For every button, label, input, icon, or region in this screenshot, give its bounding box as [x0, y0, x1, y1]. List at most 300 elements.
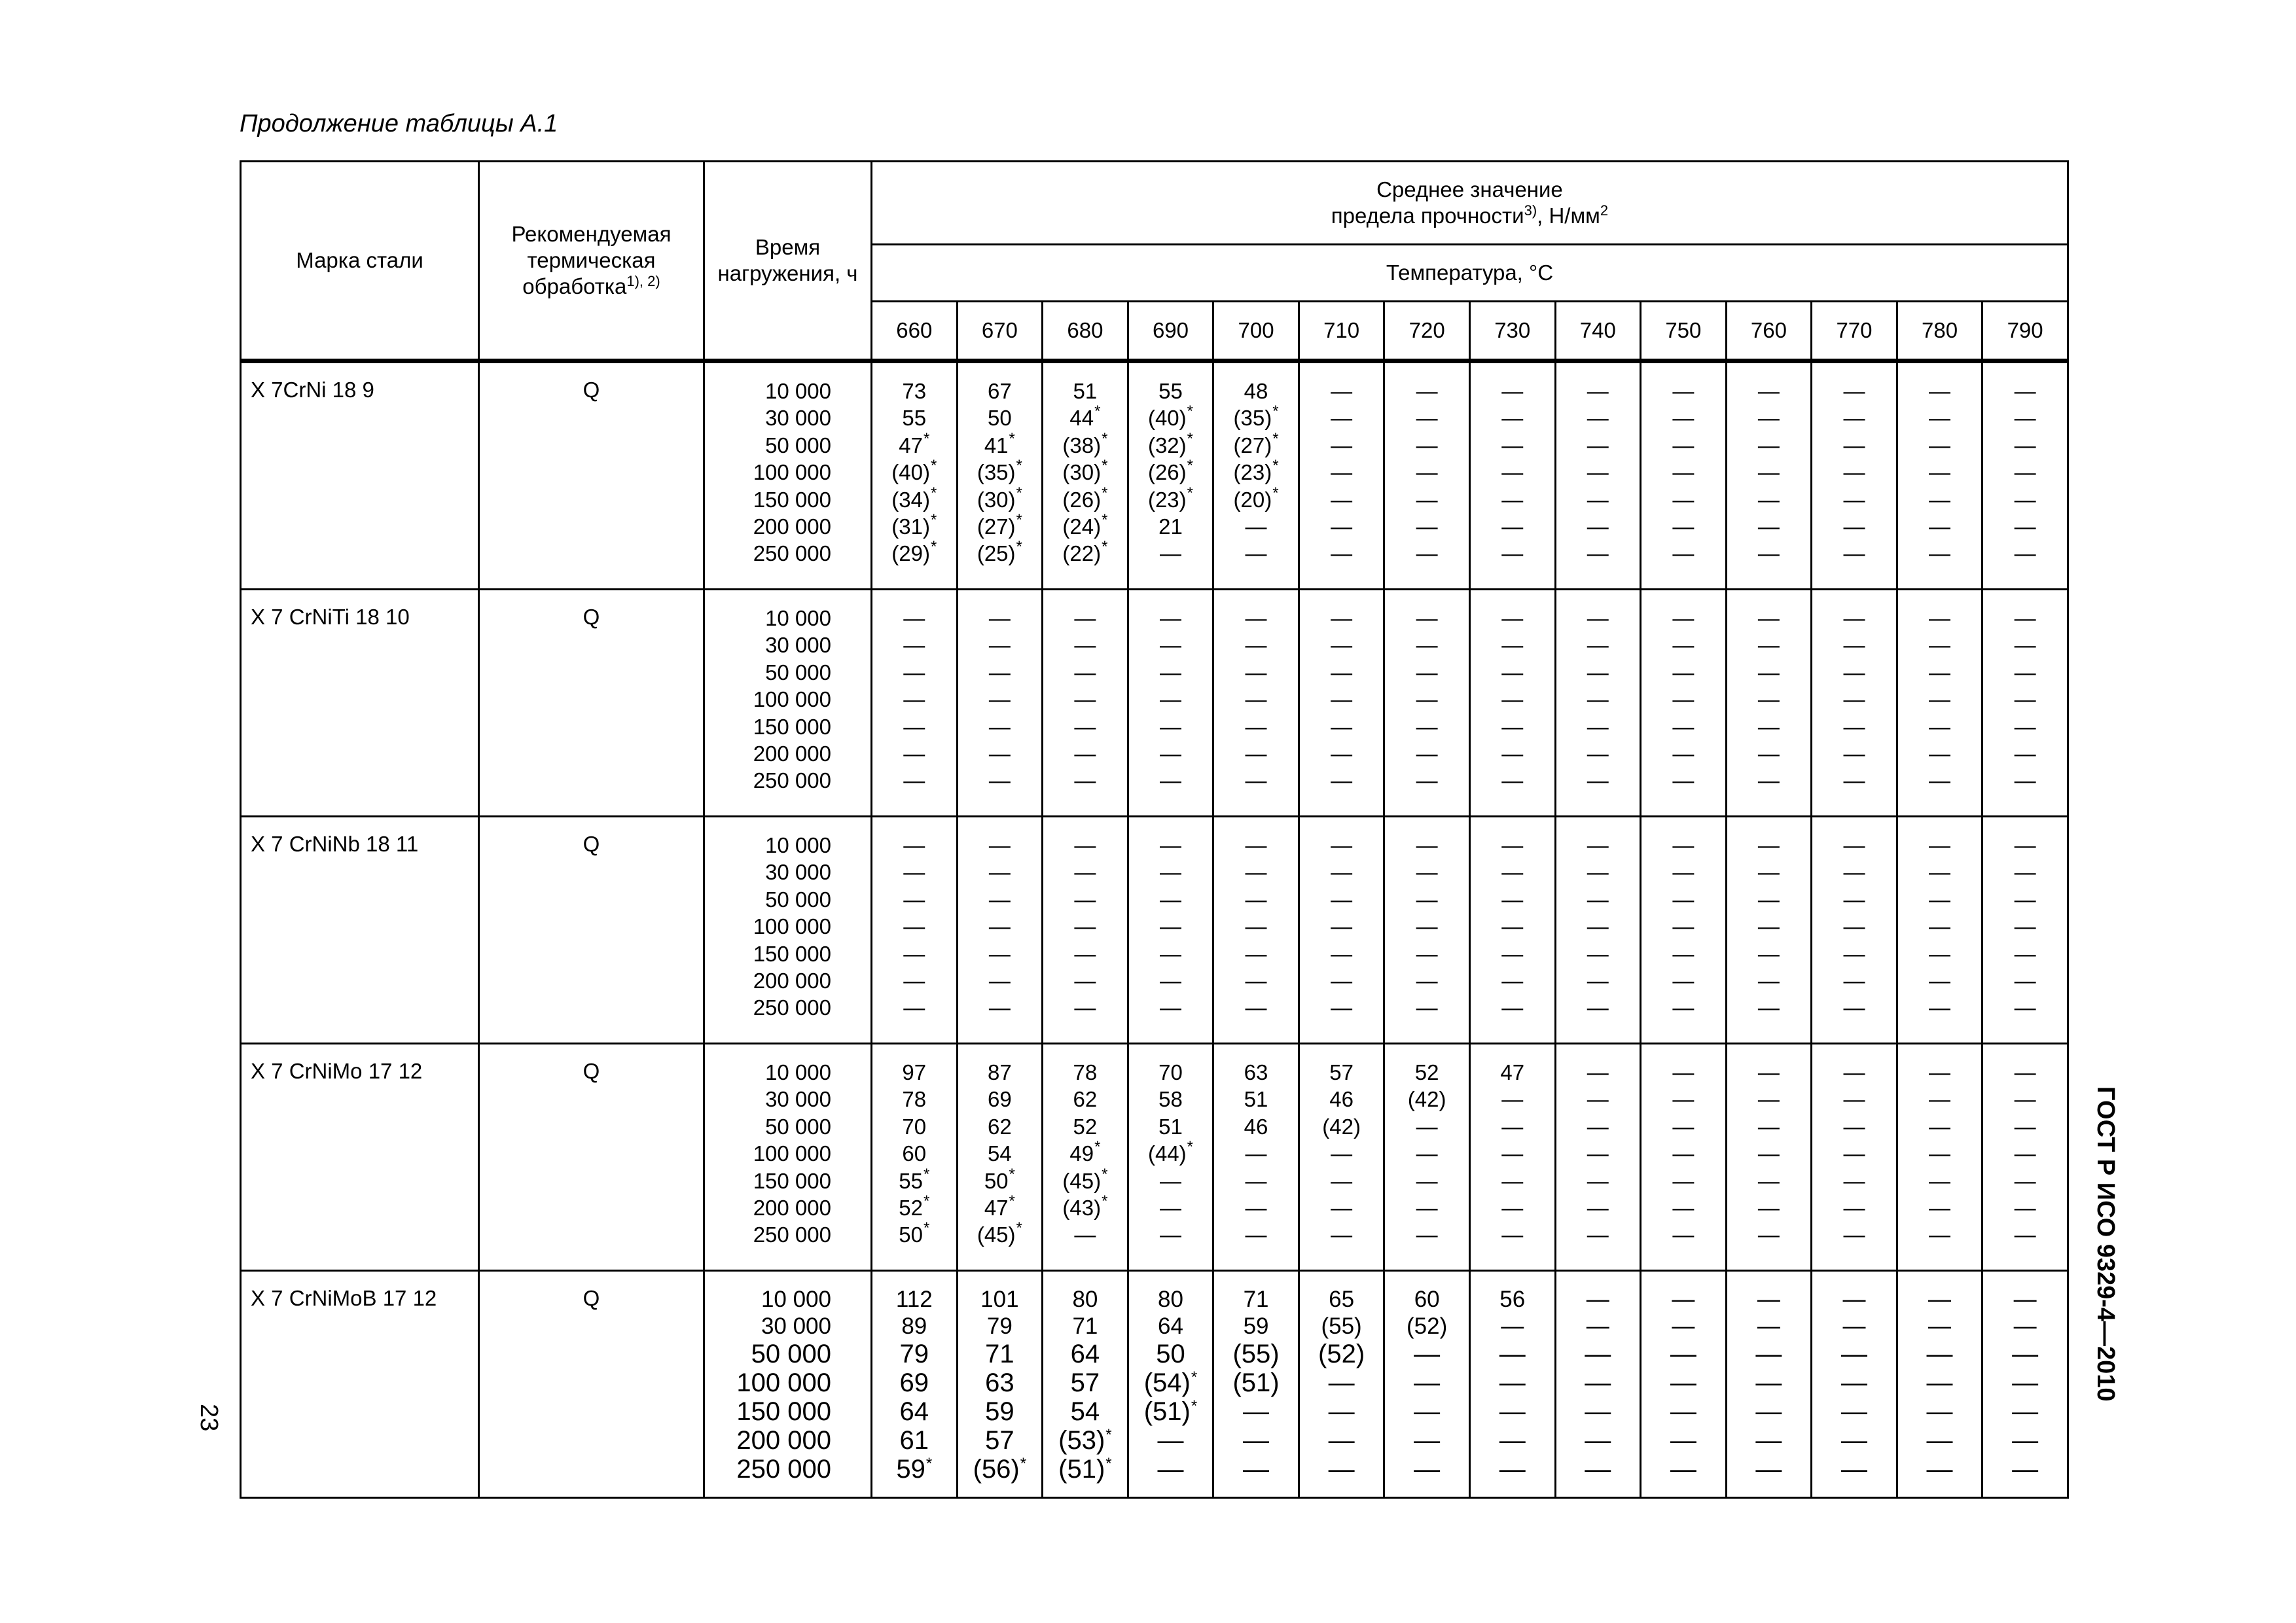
temperature-cell: 710	[1299, 302, 1384, 361]
time-value: 200 000	[753, 968, 831, 993]
time-value: 30 000	[765, 633, 831, 658]
strength-value: 55	[902, 406, 927, 431]
strength-value: —	[1074, 887, 1096, 912]
strength-value: —	[1074, 968, 1096, 993]
time-value: 150 000	[753, 487, 831, 512]
strength-value: —	[1843, 714, 1865, 739]
strength-value: —	[1585, 1368, 1611, 1397]
strength-value: 50*	[899, 1219, 930, 1247]
strength-values-720	[1384, 361, 1470, 590]
strength-value: —	[1843, 941, 1865, 966]
strength-value: 55	[1158, 379, 1183, 403]
strength-value: —	[1757, 887, 1780, 912]
strength-value: —	[1501, 687, 1524, 712]
strength-value: —	[1757, 1087, 1780, 1112]
strength-value: (56)*	[973, 1455, 1027, 1484]
strength-value: —	[988, 714, 1011, 739]
strength-value: 71	[1072, 1313, 1098, 1339]
strength-header: Среднее значение предела прочности$^{3)}$, $Н/мм^2$	[872, 162, 2068, 245]
strength-values-790	[1982, 590, 2068, 817]
time-value: 100 000	[753, 687, 831, 712]
strength-value: —	[1074, 995, 1096, 1020]
time-value: 10 000	[765, 606, 831, 630]
strength-value: —	[2014, 833, 2036, 857]
table-row	[241, 361, 2068, 590]
strength-value: —	[1587, 460, 1609, 485]
strength-value: —	[1416, 968, 1438, 993]
time-value: 50 000	[765, 433, 831, 457]
strength-value: —	[1672, 541, 1695, 566]
strength-value: —	[1501, 968, 1524, 993]
strength-value: —	[1331, 606, 1353, 630]
strength-value: —	[1501, 1195, 1524, 1220]
time-value: 10 000	[761, 1287, 831, 1312]
time-value: 10 000	[765, 379, 831, 403]
strength-value: —	[1757, 379, 1780, 403]
steel-grade: X 7 CrNiMo 17 12	[241, 1044, 479, 1271]
strength-value: (35)*	[977, 457, 1022, 485]
strength-value: 80	[1158, 1287, 1183, 1312]
strength-value: —	[1757, 460, 1780, 485]
temperature-cell: 720	[1384, 302, 1470, 361]
time-value: 30 000	[761, 1313, 831, 1339]
strength-value: 61	[899, 1426, 929, 1455]
strength-value: 62	[987, 1114, 1012, 1139]
strength-value: —	[2014, 1195, 2036, 1220]
strength-value: —	[2014, 914, 2036, 939]
table-row	[241, 590, 2068, 817]
time-value: 200 000	[753, 514, 831, 539]
strength-value: —	[1672, 1168, 1695, 1193]
time-header: Время нагружения, ч	[704, 162, 872, 361]
strength-value: 47	[1500, 1060, 1525, 1084]
steel-grade: X 7CrNi 18 9	[241, 361, 479, 590]
strength-value: —	[1757, 833, 1780, 857]
strength-value: —	[1587, 687, 1609, 712]
time-value: 250 000	[753, 541, 831, 566]
strength-value: —	[1501, 487, 1524, 512]
strength-value: —	[1587, 1114, 1609, 1139]
strength-value: —	[1757, 995, 1780, 1020]
strength-value: —	[2014, 860, 2036, 885]
temperature-cell: 790	[1982, 302, 2068, 361]
strength-values-740	[1555, 590, 1641, 817]
strength-value: —	[1501, 406, 1524, 431]
strength-value: —	[1245, 633, 1267, 658]
strength-value: —	[1672, 995, 1695, 1020]
strength-values-740	[1555, 1271, 1641, 1498]
strength-value: —	[1929, 1060, 1951, 1084]
strength-value: —	[1672, 1313, 1695, 1339]
strength-value: —	[1587, 995, 1609, 1020]
strength-values-770	[1812, 1271, 1897, 1498]
strength-value: (40)*	[891, 457, 937, 485]
strength-value: —	[1074, 914, 1096, 939]
temperature-cell: 680	[1043, 302, 1128, 361]
time-value: 150 000	[736, 1397, 831, 1426]
strength-value: —	[1159, 1195, 1181, 1220]
strength-value: —	[1328, 1368, 1355, 1397]
strength-value: —	[1586, 1287, 1609, 1312]
strength-value: —	[1843, 1087, 1865, 1112]
strength-value: —	[903, 941, 925, 966]
strength-value: —	[1929, 406, 1951, 431]
strength-value: —	[1929, 741, 1951, 766]
strength-value: —	[1929, 768, 1951, 793]
strength-value: (29)*	[891, 538, 937, 566]
strength-value: —	[1416, 460, 1438, 485]
strength-value: —	[2012, 1455, 2039, 1484]
strength-value: —	[1587, 1087, 1609, 1112]
strength-value: —	[1245, 833, 1267, 857]
strength-value: —	[2014, 687, 2036, 712]
strength-values-740	[1555, 361, 1641, 590]
strength-value: —	[1672, 833, 1695, 857]
strength-value: —	[1929, 887, 1951, 912]
strength-value: —	[1159, 833, 1181, 857]
strength-value: —	[1416, 1195, 1438, 1220]
strength-value: —	[2014, 1168, 2036, 1193]
strength-value: —	[1587, 1141, 1609, 1166]
strength-value: —	[1757, 433, 1780, 457]
strength-value: —	[1757, 1168, 1780, 1193]
strength-value: (20)*	[1233, 484, 1279, 512]
strength-value: —	[988, 887, 1011, 912]
steel-grade: X 7 CrNiNb 18 11	[241, 817, 479, 1044]
time-value: 30 000	[765, 1087, 831, 1112]
strength-value: —	[1672, 741, 1695, 766]
strength-value: —	[1414, 1368, 1441, 1397]
heat-treatment: Q	[479, 590, 704, 817]
strength-value: —	[1159, 941, 1181, 966]
strength-value: —	[1501, 1313, 1524, 1339]
strength-value: —	[1929, 487, 1951, 512]
strength-values-670	[957, 1044, 1043, 1271]
strength-value: —	[1074, 833, 1096, 857]
strength-value: —	[1757, 914, 1780, 939]
strength-value: 54	[1070, 1397, 1100, 1426]
strength-value: —	[1757, 606, 1780, 630]
strength-value: (53)*	[1058, 1426, 1112, 1455]
strength-value: 60	[1414, 1287, 1440, 1312]
strength-value: 71	[1243, 1287, 1269, 1312]
strength-value: —	[1672, 968, 1695, 993]
strength-value: —	[1842, 1287, 1866, 1312]
strength-value: —	[1672, 1087, 1695, 1112]
strength-value: 46	[1329, 1087, 1354, 1112]
time-value: 150 000	[753, 1168, 831, 1193]
strength-value: —	[1501, 1141, 1524, 1166]
time-value: 50 000	[751, 1340, 831, 1368]
strength-value: 79	[986, 1313, 1013, 1339]
strength-value: —	[1672, 433, 1695, 457]
time-value: 200 000	[753, 741, 831, 766]
strength-values-720	[1384, 817, 1470, 1044]
strength-value: —	[1501, 606, 1524, 630]
strength-value: 80	[1072, 1287, 1098, 1312]
strength-value: —	[903, 714, 925, 739]
temperature-header: Температура, °С	[872, 245, 2068, 302]
strength-value: —	[1499, 1455, 1526, 1484]
strength-value: —	[1670, 1397, 1696, 1426]
table-row	[241, 1271, 2068, 1498]
temperature-cell: 750	[1641, 302, 1727, 361]
strength-value: —	[1843, 1168, 1865, 1193]
strength-value: —	[2014, 460, 2036, 485]
strength-value: 69	[987, 1087, 1012, 1112]
strength-value: 78	[902, 1087, 927, 1112]
strength-value: 57	[1329, 1060, 1354, 1084]
strength-value: 78	[1073, 1060, 1098, 1084]
strength-value: —	[903, 687, 925, 712]
strength-value: 57	[985, 1426, 1014, 1455]
strength-values-670	[957, 1271, 1043, 1498]
strength-values-700	[1213, 1271, 1299, 1498]
strength-values-750	[1641, 1044, 1727, 1271]
strength-value: —	[1757, 1141, 1780, 1166]
strength-value: —	[1331, 433, 1353, 457]
strength-value: —	[1501, 1114, 1524, 1139]
strength-value: —	[1501, 514, 1524, 539]
strength-value: —	[1585, 1426, 1611, 1455]
strength-value: —	[1672, 860, 1695, 885]
strength-value: (26)*	[1062, 484, 1108, 512]
strength-value: —	[2014, 433, 2036, 457]
strength-value: —	[1331, 487, 1353, 512]
strength-value: —	[1074, 714, 1096, 739]
strength-value: —	[1843, 968, 1865, 993]
strength-value: —	[1587, 433, 1609, 457]
strength-value: (34)*	[891, 484, 937, 512]
strength-value: —	[1074, 860, 1096, 885]
strength-value: —	[2014, 633, 2036, 658]
strength-value: —	[2014, 660, 2036, 685]
strength-value: —	[1416, 606, 1438, 630]
strength-value: —	[1585, 1340, 1611, 1368]
strength-value: 50	[1156, 1340, 1185, 1368]
strength-value: —	[2014, 1222, 2036, 1247]
time-value: 200 000	[736, 1426, 831, 1455]
strength-value: —	[1159, 606, 1181, 630]
strength-value: —	[1587, 406, 1609, 431]
strength-values-760	[1726, 1271, 1812, 1498]
strength-value: —	[1672, 1287, 1695, 1312]
strength-value: —	[1328, 1426, 1355, 1455]
strength-value: —	[1501, 860, 1524, 885]
strength-value: —	[1416, 1141, 1438, 1166]
strength-value: —	[2014, 968, 2036, 993]
strength-value: —	[1501, 1168, 1524, 1193]
strength-value: —	[903, 968, 925, 993]
strength-value: —	[1587, 541, 1609, 566]
strength-value: 47*	[899, 429, 930, 457]
strength-value: —	[1074, 660, 1096, 685]
strength-values-770	[1812, 590, 1897, 817]
strength-values-680	[1043, 1044, 1128, 1271]
strength-value: —	[1416, 914, 1438, 939]
strength-value: —	[903, 660, 925, 685]
temperature-cell: 730	[1469, 302, 1555, 361]
strength-value: —	[1416, 633, 1438, 658]
strength-value: —	[1929, 1168, 1951, 1193]
strength-value: —	[1755, 1455, 1782, 1484]
strength-value: 87	[987, 1060, 1012, 1084]
standard-designation: ГОСТ Р ИСО 9329-4—2010	[2092, 1086, 2119, 1402]
strength-value: —	[1331, 1195, 1353, 1220]
strength-value: —	[1929, 1087, 1951, 1112]
strength-value: —	[1416, 487, 1438, 512]
time-value: 100 000	[753, 460, 831, 485]
strength-value: (30)*	[977, 484, 1022, 512]
strength-value: —	[1416, 768, 1438, 793]
strength-value: —	[2014, 768, 2036, 793]
strength-value: —	[1501, 633, 1524, 658]
strength-value: 51	[1244, 1087, 1268, 1112]
strength-value: —	[1672, 714, 1695, 739]
strength-value: —	[1843, 433, 1865, 457]
strength-value: —	[1414, 1397, 1441, 1426]
strength-value: —	[1159, 995, 1181, 1020]
strength-value: —	[1587, 714, 1609, 739]
strength-value: —	[1672, 1222, 1695, 1247]
strength-value: —	[1243, 1455, 1270, 1484]
heat-treatment: Q	[479, 1044, 704, 1271]
strength-values-710	[1299, 1271, 1384, 1498]
strength-value: —	[1843, 514, 1865, 539]
strength-value: —	[1929, 1222, 1951, 1247]
temperature-cell: 690	[1128, 302, 1213, 361]
strength-value: —	[2014, 514, 2036, 539]
strength-value: —	[2014, 541, 2036, 566]
time-value: 200 000	[753, 1195, 831, 1220]
strength-value: (51)*	[1058, 1455, 1112, 1484]
strength-value: (38)*	[1062, 429, 1108, 457]
strength-value: —	[1929, 1195, 1951, 1220]
strength-value: (43)*	[1062, 1192, 1108, 1220]
strength-value: —	[988, 687, 1011, 712]
strength-value: —	[1331, 833, 1353, 857]
strength-value: —	[903, 606, 925, 630]
strength-value: —	[1331, 1141, 1353, 1166]
strength-value: —	[988, 860, 1011, 885]
strength-value: —	[1157, 1455, 1184, 1484]
strength-value: —	[1672, 1195, 1695, 1220]
strength-value: —	[1672, 941, 1695, 966]
strength-value: —	[1672, 379, 1695, 403]
strength-value: —	[1499, 1426, 1526, 1455]
strength-values-760	[1726, 817, 1812, 1044]
strength-value: —	[1587, 1195, 1609, 1220]
strength-value: —	[1331, 941, 1353, 966]
strength-value: —	[1245, 860, 1267, 885]
strength-value: —	[2014, 887, 2036, 912]
strength-value: —	[1929, 660, 1951, 685]
strength-value: —	[903, 741, 925, 766]
strength-value: 79	[899, 1340, 929, 1368]
strength-value: —	[1416, 941, 1438, 966]
temperature-cell: 670	[957, 302, 1043, 361]
strength-value: —	[1245, 1168, 1267, 1193]
strength-value: —	[1929, 995, 1951, 1020]
strength-value: —	[1757, 633, 1780, 658]
time-value: 100 000	[736, 1368, 831, 1397]
strength-value: —	[1587, 660, 1609, 685]
strength-values-750	[1641, 817, 1727, 1044]
strength-value: —	[1755, 1426, 1782, 1455]
strength-value: —	[1587, 941, 1609, 966]
strength-value: —	[1926, 1455, 1953, 1484]
strength-value: —	[1331, 860, 1353, 885]
strength-values-760	[1726, 1044, 1812, 1271]
temperature-cell: 770	[1812, 302, 1897, 361]
strength-value: —	[1245, 768, 1267, 793]
strength-value: —	[1929, 514, 1951, 539]
strength-value: —	[1929, 941, 1951, 966]
strength-value: —	[1929, 606, 1951, 630]
strength-value: —	[1331, 914, 1353, 939]
strength-value: —	[1159, 1168, 1181, 1193]
strength-value: —	[1843, 914, 1865, 939]
strength-value: —	[1414, 1340, 1441, 1368]
strength-values-790	[1982, 361, 2068, 590]
strength-value: —	[1928, 1313, 1952, 1339]
strength-value: 67	[987, 379, 1012, 403]
strength-value: —	[1587, 379, 1609, 403]
strength-value: —	[1843, 1195, 1865, 1220]
strength-value: —	[1416, 995, 1438, 1020]
strength-value: —	[2014, 1141, 2036, 1166]
strength-value: —	[1672, 1060, 1695, 1084]
strength-value: (45)*	[977, 1219, 1022, 1247]
strength-value: —	[1499, 1397, 1526, 1426]
strength-value: —	[1245, 914, 1267, 939]
strength-value: —	[988, 606, 1011, 630]
strength-value: —	[1843, 487, 1865, 512]
strength-value: —	[1840, 1397, 1867, 1426]
strength-value: 41*	[984, 429, 1015, 457]
strength-value: —	[903, 995, 925, 1020]
strength-value: —	[1416, 379, 1438, 403]
strength-value: —	[1757, 741, 1780, 766]
strength-value: (44)*	[1147, 1138, 1193, 1166]
strength-value: 59*	[896, 1455, 933, 1484]
time-value: 30 000	[765, 860, 831, 885]
strength-values-730	[1469, 1271, 1555, 1498]
strength-value: (32)*	[1147, 429, 1193, 457]
strength-value: (52)	[1318, 1340, 1365, 1368]
strength-values-740	[1555, 1044, 1641, 1271]
strength-value: —	[1414, 1426, 1441, 1455]
strength-value: —	[903, 633, 925, 658]
strength-value: —	[1416, 406, 1438, 431]
strength-value: —	[1331, 714, 1353, 739]
strength-value: —	[1157, 1426, 1184, 1455]
strength-value: 50	[987, 406, 1012, 431]
strength-value: —	[1843, 995, 1865, 1020]
strength-value: 64	[1158, 1313, 1183, 1339]
strength-value: —	[988, 941, 1011, 966]
strength-value: —	[1587, 487, 1609, 512]
strength-values-680	[1043, 361, 1128, 590]
strength-value: —	[1672, 460, 1695, 485]
strength-value: —	[1843, 633, 1865, 658]
strength-value: 63	[985, 1368, 1014, 1397]
strength-value: 70	[902, 1114, 927, 1139]
strength-value: —	[1159, 968, 1181, 993]
strength-value: 71	[985, 1340, 1014, 1368]
strength-value: —	[1331, 1222, 1353, 1247]
strength-value: 65	[1329, 1287, 1355, 1312]
